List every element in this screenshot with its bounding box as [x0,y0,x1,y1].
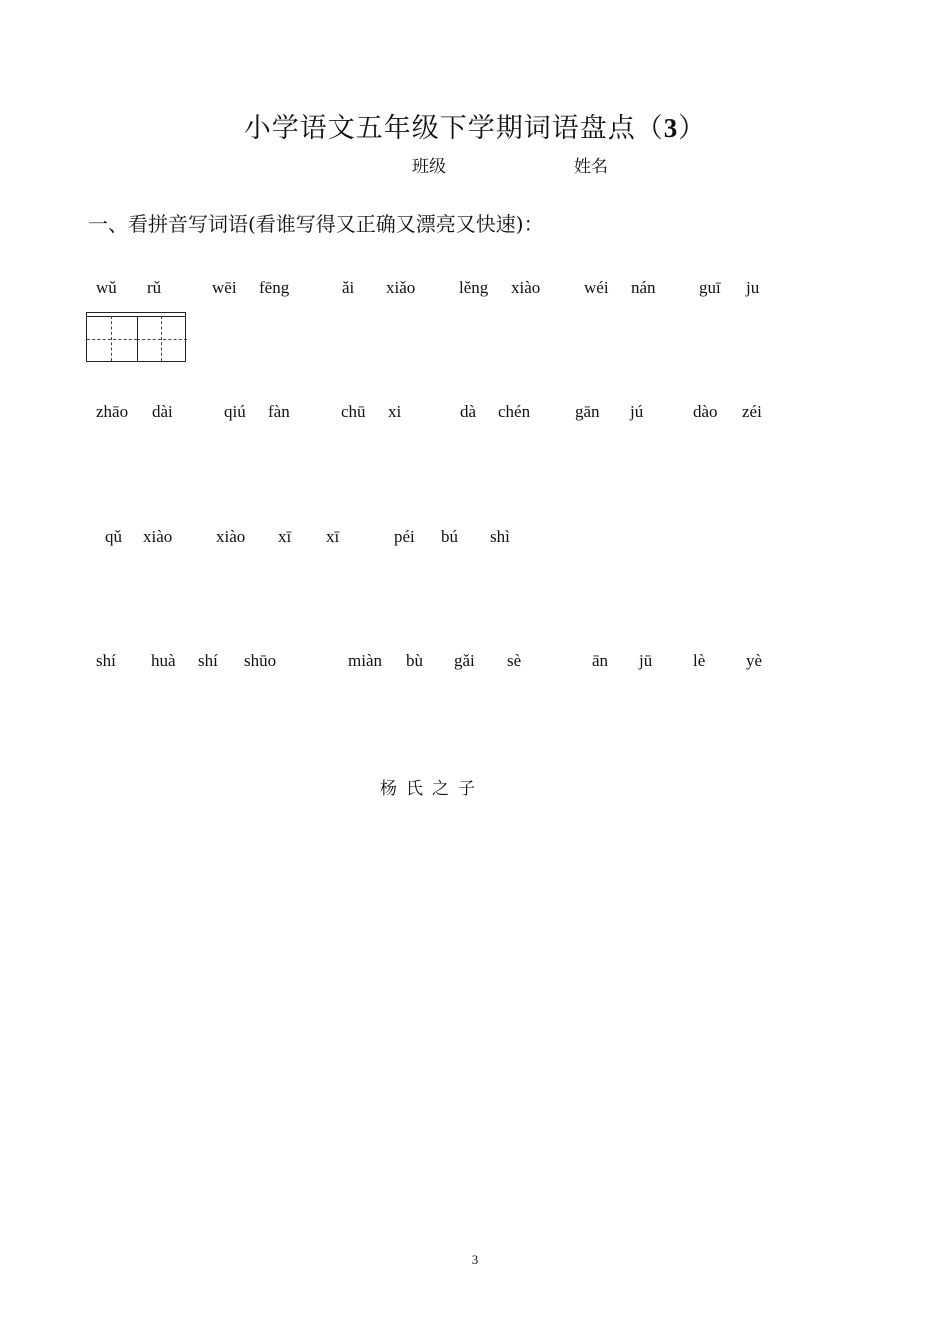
cell-guide-horizontal [87,339,137,340]
pinyin-syllable: fēng [259,278,290,297]
pinyin-syllable: gān [575,402,600,421]
section-heading: 一、看拼音写词语(看谁写得又正确又漂亮又快速)： [88,212,544,236]
pinyin-syllable: ǎi [342,278,355,297]
writing-cell[interactable] [137,316,187,361]
pinyin-syllable: zéi [742,402,762,421]
page-title [0,106,950,145]
pinyin-syllable: wēi [212,278,237,297]
class-label: 班级 [412,157,446,177]
pinyin-syllable: qiú [224,402,246,421]
pinyin-syllable: shūo [244,651,277,670]
pinyin-syllable: bú [441,527,458,546]
writing-cell[interactable] [87,316,138,361]
pinyin-syllable: shí [96,651,116,670]
pinyin-syllable: chū [341,402,366,421]
pinyin-syllable: shí [198,651,218,670]
pinyin-syllable: lè [693,651,706,670]
pinyin-syllable: nán [631,278,656,297]
pinyin-syllable: shì [490,527,510,546]
pinyin-syllable: fàn [268,402,290,421]
lesson-subtitle: 杨氏之子 [380,779,484,799]
pinyin-syllable: xiǎo [386,278,416,297]
pinyin-syllable: huà [151,651,176,670]
pinyin-syllable: wéi [584,278,609,297]
pinyin-syllable: xī [326,527,340,546]
pinyin-syllable: lěng [459,278,489,297]
pinyin-syllable: dài [152,402,173,421]
pinyin-syllable: jú [630,402,644,421]
pinyin-syllable: xiào [143,527,173,546]
pinyin-syllable: dào [693,402,718,421]
pinyin-syllable: péi [394,527,415,546]
pinyin-syllable: ju [746,278,760,297]
name-label: 姓名 [574,157,608,177]
pinyin-syllable: ān [592,651,609,670]
pinyin-syllable: xī [278,527,292,546]
title-close: ） [678,113,707,144]
pinyin-syllable: xiào [511,278,541,297]
title-text: 小学语文五年级下学期词语盘点（ [243,113,664,144]
pinyin-syllable: guī [699,278,721,297]
page-number: 3 [471,1252,479,1267]
pinyin-syllable: chén [498,402,531,421]
pinyin-syllable: xi [388,402,402,421]
pinyin-syllable: xiào [216,527,246,546]
pinyin-syllable: qǔ [105,527,122,546]
pinyin-syllable: gǎi [454,651,475,670]
title-number: 3 [663,113,679,143]
pinyin-syllable: miàn [348,651,382,670]
pinyin-syllable: zhāo [96,402,129,421]
pinyin-syllable: dà [460,402,477,421]
pinyin-syllable: rǔ [147,278,162,297]
pinyin-syllable: wǔ [96,278,117,297]
pinyin-syllable: bù [406,651,423,670]
writing-grid[interactable] [86,312,186,362]
pinyin-syllable: sè [507,651,522,670]
pinyin-syllable: yè [746,651,763,670]
cell-guide-horizontal [137,339,187,340]
pinyin-syllable: jū [639,651,653,670]
